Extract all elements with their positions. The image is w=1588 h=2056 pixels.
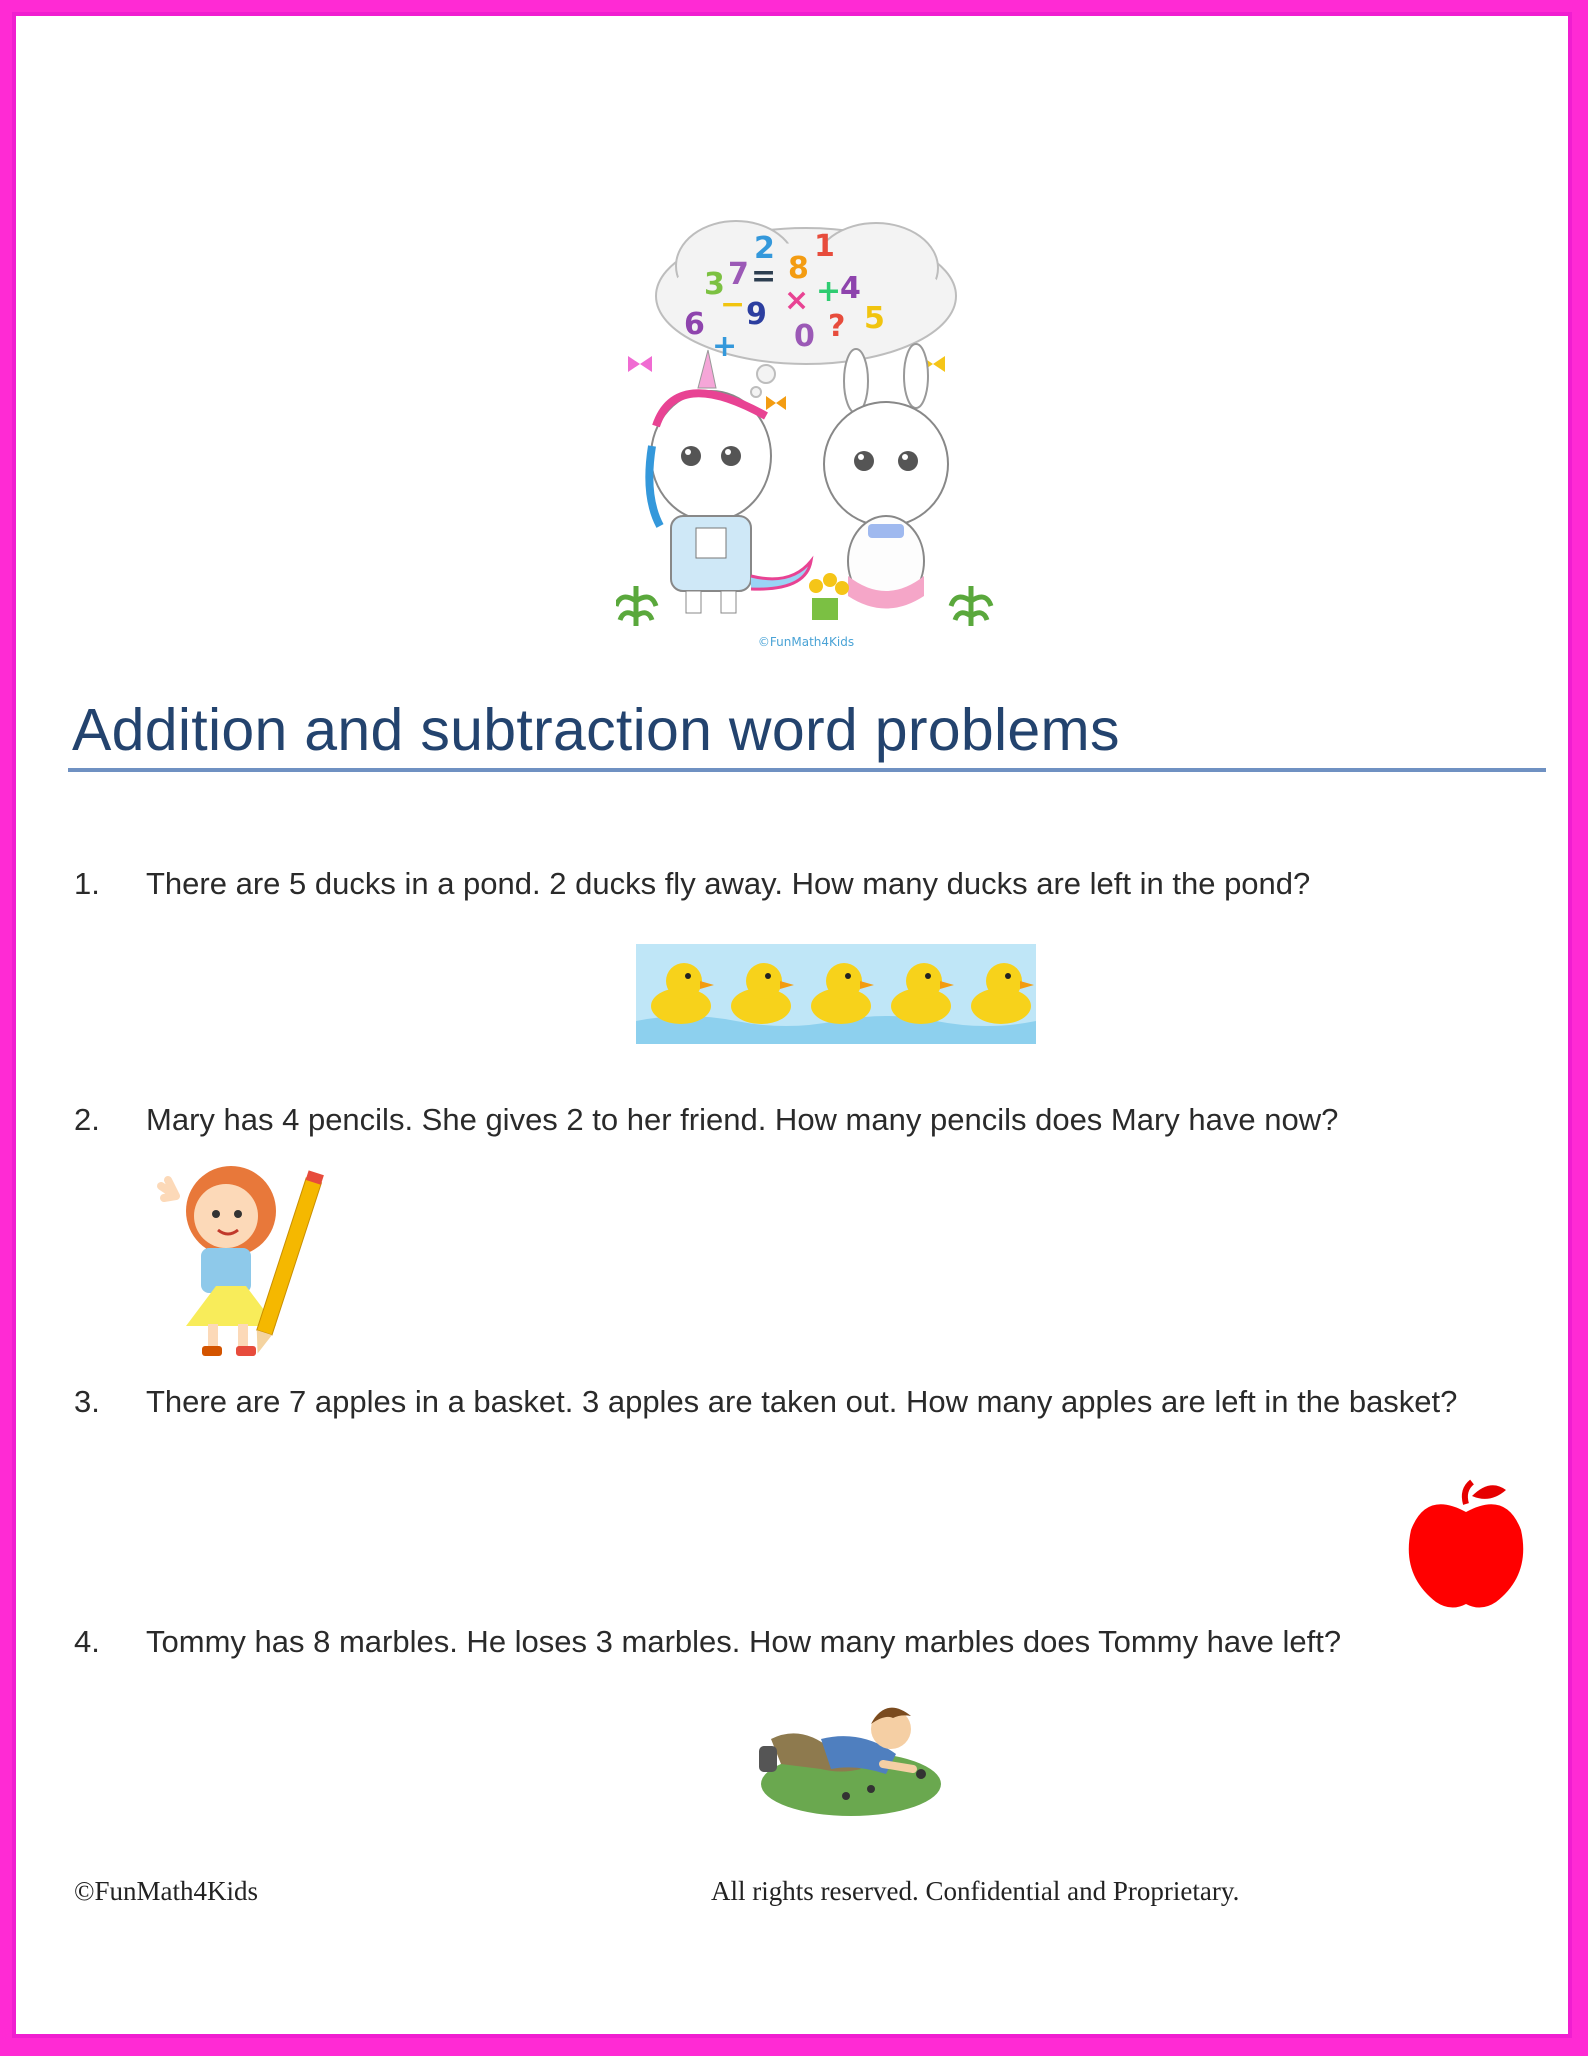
cloud-symbol: 4	[840, 271, 861, 306]
cloud-symbol: 5	[864, 301, 885, 336]
girl-with-pencil-image	[146, 1156, 326, 1366]
cloud-symbol: −	[720, 287, 746, 322]
cloud-symbol: +	[712, 329, 738, 364]
problem-text: Mary has 4 pencils. She gives 2 to her friend. How many pencils does Mary have now?	[146, 1102, 1339, 1137]
cloud-symbol: 0	[794, 319, 815, 354]
worksheet-page	[12, 12, 1572, 2038]
unicorn-character	[649, 350, 811, 613]
footer-copyright: ©FunMath4Kids	[74, 1876, 259, 1906]
hero-watermark: ©FunMath4Kids	[757, 635, 855, 649]
problem-number: 3.	[74, 1384, 100, 1419]
title-divider	[68, 768, 1546, 772]
cloud-symbol: ×	[784, 283, 810, 318]
problem-number: 2.	[74, 1102, 100, 1137]
cloud-symbol: 6	[684, 307, 705, 342]
problem-number: 4.	[74, 1624, 100, 1659]
cloud-symbol: 7	[728, 257, 749, 292]
cloud-symbol: 1	[814, 229, 835, 264]
cloud-symbol: 2	[754, 231, 775, 266]
hero-illustration	[616, 206, 996, 656]
cloud-symbol: 3	[704, 267, 725, 302]
problem-text: Tommy has 8 marbles. He loses 3 marbles. How many marbles does Tommy have left?	[146, 1624, 1342, 1659]
apple-icon	[1406, 1476, 1526, 1611]
problem-text: There are 5 ducks in a pond. 2 ducks fly away. How many ducks are left in the pond?	[146, 866, 1311, 901]
boy-with-marbles-image	[751, 1684, 941, 1819]
cloud-symbol: ?	[828, 309, 846, 344]
footer-rights: All rights reserved. Confidential and Proprietary.	[711, 1876, 1240, 1906]
problem-number: 1.	[74, 866, 100, 901]
page-title: Addition and subtraction word problems	[72, 697, 1120, 763]
bunny-character	[824, 344, 948, 609]
cloud-symbol: =	[751, 259, 777, 294]
cloud-symbol: 9	[746, 297, 767, 332]
cloud-symbol: +	[816, 274, 842, 309]
cloud-symbol: 8	[788, 251, 809, 286]
problem-text: There are 7 apples in a basket. 3 apples are taken out. How many apples are left in the basket?	[146, 1384, 1458, 1419]
ducks-image	[636, 936, 1036, 1046]
